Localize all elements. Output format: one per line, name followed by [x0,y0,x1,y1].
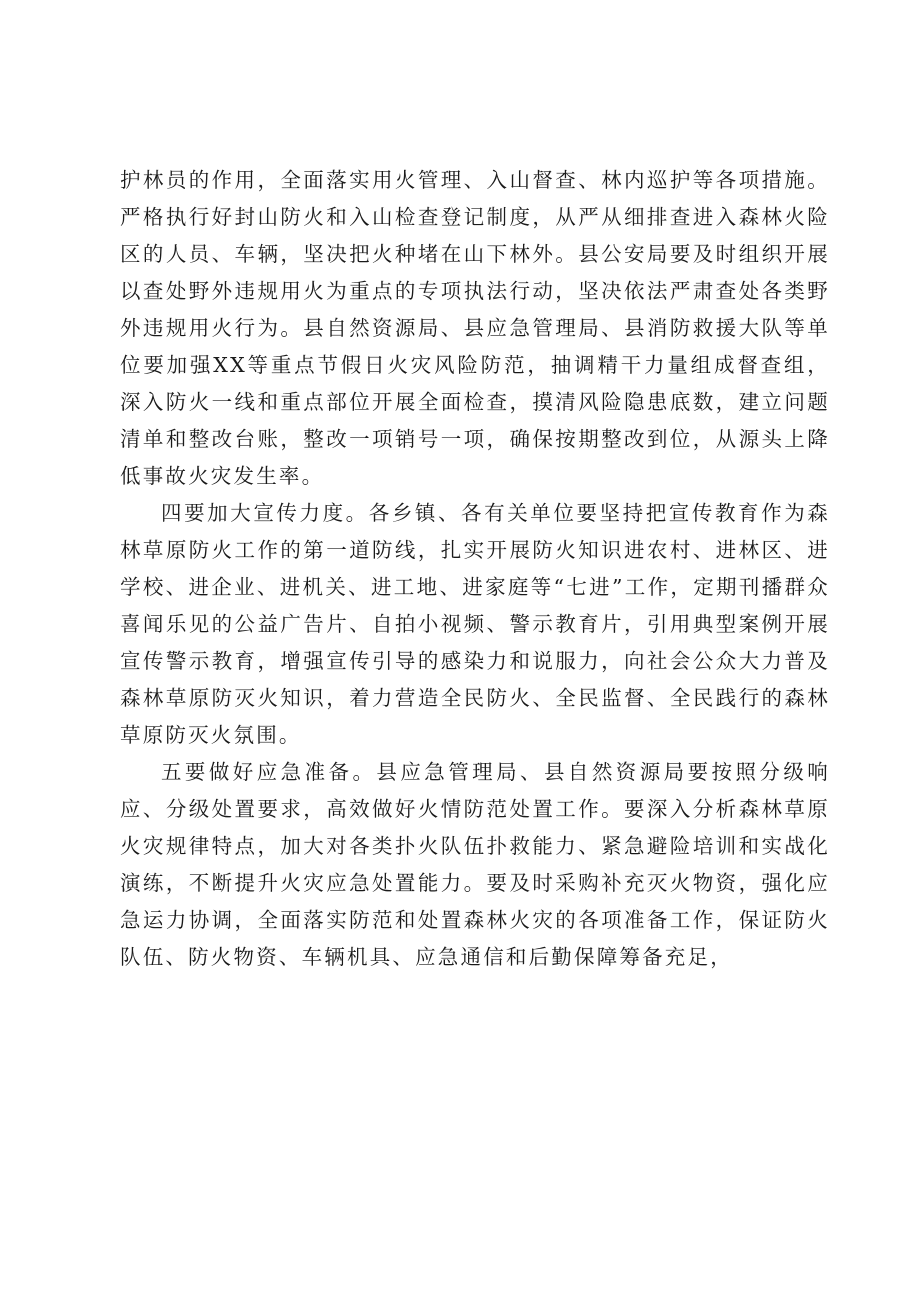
paragraph-continuation: 护林员的作用，全面落实用火管理、入山督查、林内巡护等各项措施。严格执行好封山防火和入山检查登记制度，从严从细排查进入森林火险区的人员、车辆，坚决把火种堵在山下林外。县公安局要及时组织开展以查处野外违规用火为重点的专项执法行动，坚决依法严肃查处各类野外违规用火行为。县自然资源局、县应急管理局、县消防救援大队等单位要加强XX等重点节假日火灾风险防范，抽调精干力量组成督查组，深入防火一线和重点部位开展全面检查，摸清风险隐患底数，建立问题清单和整改台账，整改一项销号一项，确保按期整改到位，从源头上降低事故火灾发生率。 [120,168,830,488]
paragraph-emergency-prep: 五要做好应急准备。县应急管理局、县自然资源局要按照分级响应、分级处置要求，高效做好火情防范处置工作。要深入分析森林草原火灾规律特点，加大对各类扑火队伍扑救能力、紧急避险培训和实战化演练，不断提升火灾应急处置能力。要及时采购补充灭火物资，强化应急运力协调，全面落实防范和处置森林火灾的各项准备工作，保证防火队伍、防火物资、车辆机具、应急通信和后勤保障筹备充足， [120,760,830,969]
paragraph-publicity: 四要加大宣传力度。各乡镇、各有关单位要坚持把宣传教育作为森林草原防火工作的第一道防线，扎实开展防火知识进农村、进林区、进学校、进企业、进机关、进工地、进家庭等“七进”工作，定期刊播群众喜闻乐见的公益广告片、自拍小视频、警示教育片，引用典型案例开展宣传警示教育，增强宣传引导的感染力和说服力，向社会公众大力普及森林草原防灭火知识，着力营造全民防火、全民监督、全民践行的森林草原防灭火氛围。 [120,501,830,747]
body-text [120,162,830,976]
